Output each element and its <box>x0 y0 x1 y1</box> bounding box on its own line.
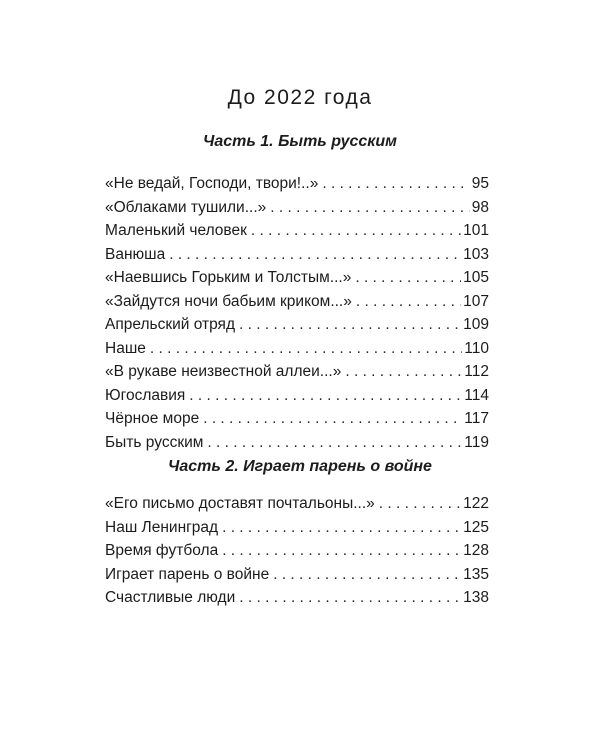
toc-dot-leader <box>270 199 470 217</box>
toc-entry-page-number: 122 <box>463 495 489 512</box>
toc-entry <box>105 495 489 519</box>
toc-dot-leader <box>239 316 461 334</box>
toc-entry-title: «Наевшись Горьким и Толстым...» <box>105 269 352 286</box>
toc-dot-leader <box>379 495 461 513</box>
toc-dot-leader <box>150 340 462 358</box>
toc-dot-leader <box>273 566 461 584</box>
toc-dot-leader <box>207 434 462 452</box>
toc-dot-leader <box>355 269 461 287</box>
part-2-heading: Часть 2. Играет парень о войне <box>168 458 432 475</box>
toc-entry <box>105 589 489 613</box>
toc-entry <box>105 542 489 566</box>
toc-dot-leader <box>251 222 461 240</box>
toc-entry-title: Быть русским <box>105 433 204 451</box>
toc-entry <box>105 434 489 458</box>
toc-entry-page-number: 105 <box>463 269 489 286</box>
toc-entry <box>105 222 489 246</box>
toc-entry-page-number: 110 <box>464 339 489 357</box>
toc-entry-page-number: 98 <box>471 198 489 216</box>
toc-entry-page-number: 103 <box>463 245 489 263</box>
toc-entry-title: Время футбола <box>105 542 219 559</box>
toc-dot-leader <box>222 519 461 537</box>
toc-dot-leader <box>356 293 461 311</box>
toc-entry-page-number: 128 <box>463 542 489 559</box>
toc-entry-page-number: 107 <box>463 292 489 310</box>
toc-entry-page-number: 101 <box>463 222 489 239</box>
toc-entry-title: Наше <box>105 339 146 357</box>
toc-entry-title: Ванюша <box>105 245 166 263</box>
part-1-heading: Часть 1. Быть русским <box>202 133 398 150</box>
toc-dot-leader <box>203 410 462 428</box>
toc-entry-page-number: 119 <box>464 433 489 451</box>
toc-entry-title: Югославия <box>105 386 186 404</box>
toc-entry-title: «Его письмо доставят почтальоны...» <box>105 495 375 512</box>
toc-entry-title: Чёрное море <box>105 410 200 427</box>
toc-dot-leader <box>222 542 461 560</box>
toc-entry-title: «Облаками тушили...» <box>105 198 267 216</box>
toc-entry <box>105 199 489 223</box>
part-2-entries <box>105 495 489 613</box>
toc-entry <box>105 410 489 434</box>
toc-dot-leader <box>322 175 469 193</box>
toc-entry-page-number: 135 <box>463 565 489 583</box>
toc-dot-leader <box>239 589 461 607</box>
toc-entry-title: «В рукаве неизвестной аллеи...» <box>105 363 342 380</box>
toc-entry <box>105 340 489 364</box>
toc-entry-page-number: 117 <box>464 410 489 427</box>
toc-entry <box>105 175 489 199</box>
toc-entry <box>105 316 489 340</box>
toc-entry <box>105 269 489 293</box>
toc-entry-title: Счастливые люди <box>105 589 236 606</box>
toc-entry <box>105 246 489 270</box>
toc-entry-title: «Зайдутся ночи бабьим криком...» <box>105 292 352 310</box>
toc-entry <box>105 363 489 387</box>
toc-entry <box>105 566 489 590</box>
toc-entry-title: Маленький человек <box>105 222 247 239</box>
toc-dot-leader <box>345 363 462 381</box>
toc-dot-leader <box>169 246 461 264</box>
toc-entry-title: Наш Ленинград <box>105 518 219 536</box>
toc-entry-page-number: 112 <box>464 363 489 380</box>
part-1-entries <box>105 175 489 457</box>
toc-entry <box>105 387 489 411</box>
toc-entry-page-number: 114 <box>464 386 489 404</box>
toc-entry-page-number: 95 <box>471 175 489 192</box>
page-title: До 2022 года <box>227 86 373 109</box>
toc-entry-page-number: 138 <box>463 589 489 606</box>
toc-dot-leader <box>189 387 462 405</box>
toc-entry-page-number: 109 <box>463 316 489 333</box>
toc-entry-page-number: 125 <box>463 518 489 536</box>
toc-entry <box>105 293 489 317</box>
toc-entry-title: Апрельский отряд <box>105 316 235 333</box>
toc-entry-title: Играет парень о войне <box>105 565 270 583</box>
toc-entry <box>105 519 489 543</box>
toc-entry-title: «Не ведай, Господи, твори!..» <box>105 175 319 192</box>
